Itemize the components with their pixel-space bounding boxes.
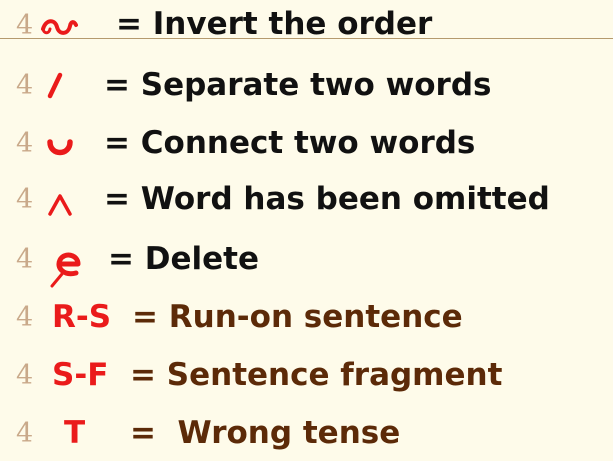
bullet: 4 xyxy=(16,418,34,449)
connect-arc-mark-icon xyxy=(40,136,100,162)
item-text: = Delete xyxy=(108,241,260,277)
item-text: = Invert the order xyxy=(116,6,433,42)
caret-insert-mark-icon xyxy=(40,186,100,216)
delete-mark-icon xyxy=(40,242,100,284)
item-text: = Sentence fragment xyxy=(130,357,503,393)
bullet: 4 xyxy=(16,360,34,391)
invert-order-mark-icon xyxy=(40,14,100,38)
fragment-symbol: S-F xyxy=(52,357,109,393)
item-text: = Run-on sentence xyxy=(132,299,463,335)
bullet: 4 xyxy=(16,302,34,333)
slash-separate-mark-icon xyxy=(40,70,100,100)
bullet: 4 xyxy=(16,244,34,275)
tense-symbol: T xyxy=(64,415,86,451)
item-text: = Connect two words xyxy=(104,125,476,161)
bullet: 4 xyxy=(16,128,34,159)
bullet: 4 xyxy=(16,184,34,215)
item-text: = Word has been omitted xyxy=(104,181,550,217)
run-on-symbol: R-S xyxy=(52,299,112,335)
bullet: 4 xyxy=(16,70,34,101)
bullet: 4 xyxy=(16,10,34,41)
item-text: = Separate two words xyxy=(104,67,492,103)
item-text: = Wrong tense xyxy=(130,415,401,451)
